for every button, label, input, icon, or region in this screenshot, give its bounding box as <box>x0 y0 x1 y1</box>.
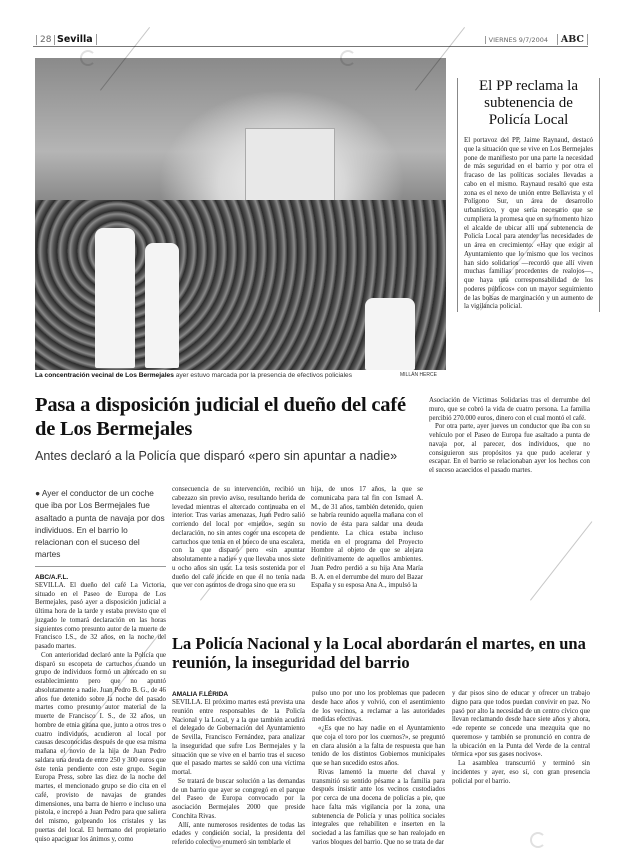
article-paragraph: Por otra parte, ayer jueves un conductor que iba con su vehículo por el Paseo de Europa fue asaltado a punta de navaja por, al parecer, dos individuos, que no consiguieron sus propósitos ya que pudo acelerar y escapar. En el barrio se relacionaban ayer los hechos con el suceso acaecidos el pasado martes. <box>429 423 590 474</box>
article-lede <box>35 487 166 567</box>
article2-column-1 <box>172 690 305 848</box>
article2-paragraph: La asamblea transcurrió y terminó sin incidentes y ayer, eso sí, con gran presencia policial por el barrio. <box>452 760 590 785</box>
article-paragraph: Asociación de Víctimas Solidarias tras el derrumbe del muro, que se cobró la vida de cuatro persona. La familia percibió 270.000 euros, dinero con el cual montó el café. <box>429 397 590 422</box>
article-head <box>35 393 423 463</box>
page-number: 28 <box>36 35 55 45</box>
page-header <box>33 34 588 47</box>
photo-credit: MILLÁN HERCE <box>400 372 437 378</box>
sidebar-title: El PP reclama la subtenencia de Policía Local <box>479 78 578 128</box>
article-subheadline: Antes declaró a la Policía que disparó «pero sin apuntar a nadie» <box>35 449 398 463</box>
article2-paragraph: pulso uno por uno los problemas que padecen desde hace años y volvió, con el asentimiento de los vecinos, a reclamar a las autoridades medidas efectivas. <box>312 690 445 724</box>
article2-headline: La Policía Nacional y la Local abordarán el martes, en una reunión, la inseguridad del barrio <box>172 634 586 672</box>
article-paragraph: SEVILLA. El dueño del café La Victoria, situado en el Paseo de Europa de Los Bermejales, pasó ayer a disposición judicial a última hora de la tarde y estaba previsto que el juzgado le tomará declaración en las horas siguientes como presunto autor de la muerte de Francisco I.S., de 32 años, en la noche del pasado martes. <box>35 581 166 651</box>
article-column-1 <box>35 487 166 844</box>
photo-caption <box>35 372 352 379</box>
article2-paragraph: y dar pisos sino de educar y ofrecer un trabajo digno para que todos puedan convivir en paz. No pasó por alto la necesidad de un centro cívico que llevan reclamando desde hace siete años y ahora, «de repente se concede una mezquita que no queremos» y también se pronunció en contra de la ubicación en la Punta del Verde de la central térmica «por sus gases nocivos». <box>452 690 590 759</box>
article-paragraph: hija, de unos 17 años, la que se comunicaba para tal fin con Ismael A. M., de 31 años, también detenido, quien se habría reunido aquella mañana con el novio de ésta para saldar una deuda pendiente. La chica estaba incluso metida en el programa del Proyecto Hombre al objeto de que se alejara definitivamente de aquellos ambientes. Juan Pedro perdió a su hija Ana María B. A. en el derrumbe del muro del Bazar España y su esposa Ana A., impulsó la <box>311 486 423 590</box>
article2-column-2 <box>312 690 445 848</box>
article2-column-3 <box>452 690 590 786</box>
article2-paragraph: «¿Es que no hay nadie en el Ayuntamiento que coja el toro por los cuernos?», se preguntó en clara alusión a la falta de respuesta que han tenido de los distintos Gobiernos municipales que se han sucedido estos años. <box>312 725 445 767</box>
sidebar-box <box>457 78 600 312</box>
article-column-4 <box>429 397 590 476</box>
sidebar-body: El portavoz del PP, Jaime Raynaud, destacó que la situación que se vive en Los Bermejales pone de manifiesto por una parte la necesidad de más seguridad en el barrio y por otra el fracaso de las políticas sociales llevadas a cabo en el mismo. Raynaud resaltó que esta zona es el nexo de unión entre Bellavista y el Polígono Sur, un área de desarrollo urbanístico, y que sería necesario que se cumpliera la promesa que en su momento hizo el alcalde de ubicar allí una subtenencia de Policía Local para atender las necesidades de un área en crecimiento. «Hay que exigir al Ayuntamiento que lo mismo que los vecinos han sido solidarios —recordó que allí viven muchas familias procedentes de realojos—, que haya una corresponsabilidad de los poderes públicos» con un mayor seguimiento de las bolsas de marginación y un aumento de la vigilancia policial. <box>464 137 593 311</box>
article2-paragraph: Rivas lamentó la muerte del chaval y transmitió su sentido pésame a la familia para después insistir ante los vecinos custodiados por cerca de una docena de policías a pie, que hace falta más vigilancia por la zona, una subtenencia de Policía y unas política sociales integrales que rehabiliten e inserten en la sociedad a las familias que se han realojado en varios bloques del barrio. Que no se trata de dar <box>312 768 445 846</box>
caption-bold: La concentración vecinal de Los Bermejales <box>35 372 174 379</box>
article2-byline: AMALIA F.LÉRIDA <box>172 691 229 698</box>
lede-text: Ayer el conductor de un coche que iba por Los Bermejales fue asaltado a punta de navaja por dos individuos. En el barrio lo relacionan con el suceso del martes <box>35 488 165 560</box>
bullet-icon: ● <box>35 488 41 498</box>
article2-paragraph: Allí, ante numerosos residentes de todas las edades y condición social, la presidenta del referido colectivo enumeró sin temblarle el <box>172 821 305 846</box>
article-byline: ABC/A.F.L. <box>35 573 69 581</box>
photo-officer <box>145 243 179 368</box>
article-paragraph: Con anterioridad declaró ante la Policía que disparó su escopeta de cartuchos cuando un grupo de individuos formó un altercado en su establecimiento pero que no apuntó absolutamente a nadie. Juan Pedro B. G., de 46 años fue detenido sobre la noche del pasado martes como presunto autor material de la muerte de Francisco I. S., de 32 años, un hombre de etnia gitana que, junto a otros tres o cuatro individuos, acudieron al local por causas desconocidas después de que esa misma mañana el novio de la hija de Juan Pedro saldara una deuda de entre 250 y 300 euros que éste tenía pendiente con este grupo. Según Europa Press, sobre las diez de la noche del martes, el mencionado grupo se dio cita en el café, provisto de navajas de grandes dimensiones, una barra de hierro e incluso una pistola, e increpó a Juan Pedro para que saliera del mismo, golpeando los cristales y las puertas del local. El hermano del propietario quiso apaciguar los ánimos y, como <box>35 651 166 843</box>
photo-officer <box>95 228 135 368</box>
caption-text: ayer estuvo marcada por la presencia de efectivos policiales <box>173 372 353 379</box>
photo-person <box>365 298 415 370</box>
article2-paragraph: Se tratará de buscar solución a las demandas de un barrio que ayer se congregó en el parque del Paseo de Europa convocado por la asociación Bermejales 2000 que preside Conchita Rivas. <box>172 777 305 820</box>
issue-date: VIERNES 9/7/2004 <box>485 36 548 44</box>
article-column-3 <box>311 486 423 591</box>
news-photo <box>35 58 446 370</box>
newspaper-logo: ABC <box>557 34 588 45</box>
article2-paragraph: SEVILLA. El próximo martes está prevista una reunión entre responsables de la Policía Nacional y la Local, y a la que también acudirá el delegado de Gobernación del Ayuntamiento de Sevilla, Francisco Fernández, para analizar la inseguridad que sufre Los Bermejales y la situación que se vive en el barrio tras el suceso que el pasado martes se saldó con una víctima mortal. <box>172 699 305 776</box>
watermark-mark <box>530 832 546 848</box>
article-paragraph: consecuencia de su intervención, recibió un cabezazo sin previo aviso, resultando herida de levedad mientras el altercado continuaba en el interior. Tras varias amenazas, Juan Pedro salió corriendo del local por «miedo», según su declaración, no sin antes coger una escopeta de cartuchos que tenía en el hueco de una escalera, con la que disparó pero «sin apuntar absolutamente a nadie» y que llevaba unos siete u ocho años sin usar. La tesis sostenida por el dueño del café incide en que él no tenía nada que ver con asuntos de droga sino que era su <box>172 486 305 590</box>
article-column-2 <box>172 486 305 591</box>
watermark-line <box>530 521 592 600</box>
section-name: Sevilla <box>57 34 97 45</box>
article-headline: Pasa a disposición judicial el dueño del café de Los Bermejales <box>35 394 406 440</box>
